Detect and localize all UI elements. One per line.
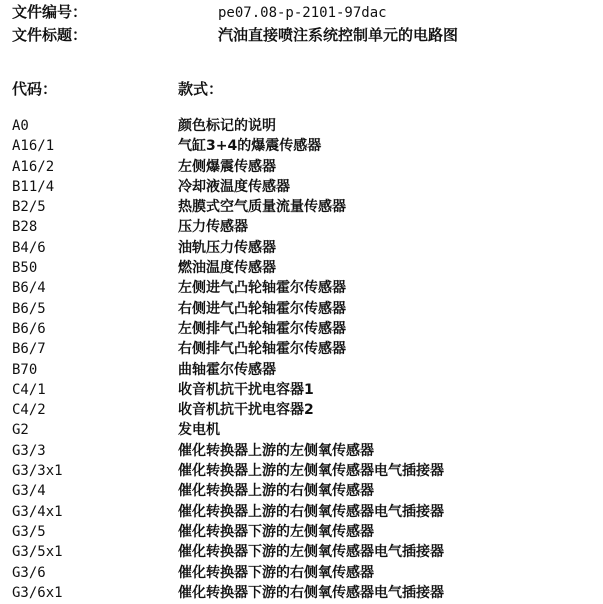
component-code: G3/3 [12,442,46,459]
list-item [0,563,603,583]
component-code: G2 [12,422,29,439]
component-description: 右侧进气凸轮轴霍尔传感器 [178,300,346,317]
component-description: 左侧爆震传感器 [178,158,276,175]
component-description: 左侧进气凸轮轴霍尔传感器 [178,280,346,297]
list-item [0,157,603,177]
list-item [0,583,603,603]
component-description: 催化转换器下游的左侧氧传感器电气插接器 [178,544,444,561]
component-code: C4/1 [12,381,46,398]
component-code: G3/4x1 [12,503,63,520]
list-item [0,461,603,481]
component-description: 左侧排气凸轮轴霍尔传感器 [178,320,346,337]
component-description: 燃油温度传感器 [178,260,276,277]
component-code: B6/7 [12,341,46,358]
component-description: 发电机 [178,422,220,439]
list-item [0,502,603,522]
component-code: B6/6 [12,320,46,337]
component-list [0,116,603,603]
list-item [0,400,603,420]
style-column-label: 款式： [178,80,224,98]
component-description: 催化转换器下游的左侧氧传感器 [178,523,374,540]
list-item [0,177,603,197]
component-code: G3/3x1 [12,463,63,480]
list-item [0,299,603,319]
component-code: G3/4 [12,483,46,500]
list-item [0,278,603,298]
component-code: C4/2 [12,402,46,419]
list-item [0,380,603,400]
component-description: 右侧排气凸轮轴霍尔传感器 [178,341,346,358]
component-code: B70 [12,361,38,378]
doc-number-label: 文件编号： [12,3,88,21]
list-item [0,481,603,501]
list-item [0,258,603,278]
list-item [0,522,603,542]
component-description: 冷却液温度传感器 [178,178,290,195]
component-code: B6/5 [12,300,46,317]
component-description: 催化转换器上游的右侧氧传感器 [178,483,374,500]
doc-title-label: 文件标题： [12,26,88,44]
list-item [0,136,603,156]
component-description: 气缸3+4的爆震传感器 [178,138,322,155]
list-item [0,238,603,258]
list-item [0,441,603,461]
component-code: A16/1 [12,138,55,155]
component-code: B2/5 [12,199,46,216]
component-code: B11/4 [12,178,55,195]
list-item [0,542,603,562]
component-description: 收音机抗干扰电容器2 [178,402,314,419]
list-item [0,116,603,136]
component-code: G3/6 [12,564,46,581]
component-code: A16/2 [12,158,55,175]
component-description: 催化转换器下游的右侧氧传感器 [178,564,374,581]
list-item [0,319,603,339]
code-column-label: 代码： [12,80,58,98]
component-code: G3/5 [12,523,46,540]
component-description: 压力传感器 [178,219,248,236]
doc-number-value: pe07.08-p-2101-97dac [218,5,387,21]
component-code: G3/5x1 [12,544,63,561]
component-description: 收音机抗干扰电容器1 [178,381,314,398]
component-description: 颜色标记的说明 [178,118,276,134]
list-item [0,217,603,237]
component-code: G3/6x1 [12,584,63,601]
component-description: 曲轴霍尔传感器 [178,361,276,378]
component-code: B4/6 [12,239,46,256]
component-description: 催化转换器上游的左侧氧传感器 [178,442,374,459]
component-code: B28 [12,219,38,236]
doc-title-value: 汽油直接喷注系统控制单元的电路图 [218,26,459,44]
component-description: 热膜式空气质量流量传感器 [178,199,346,216]
component-description: 催化转换器下游的右侧氧传感器电气插接器 [178,584,444,601]
component-description: 催化转换器上游的左侧氧传感器电气插接器 [178,463,444,480]
list-item [0,360,603,380]
component-code: B6/4 [12,280,46,297]
component-description: 催化转换器上游的右侧氧传感器电气插接器 [178,503,444,520]
component-code: A0 [12,118,29,134]
list-item [0,197,603,217]
component-code: B50 [12,260,38,277]
list-item [0,420,603,440]
component-description: 油轨压力传感器 [178,239,276,256]
list-item [0,339,603,359]
